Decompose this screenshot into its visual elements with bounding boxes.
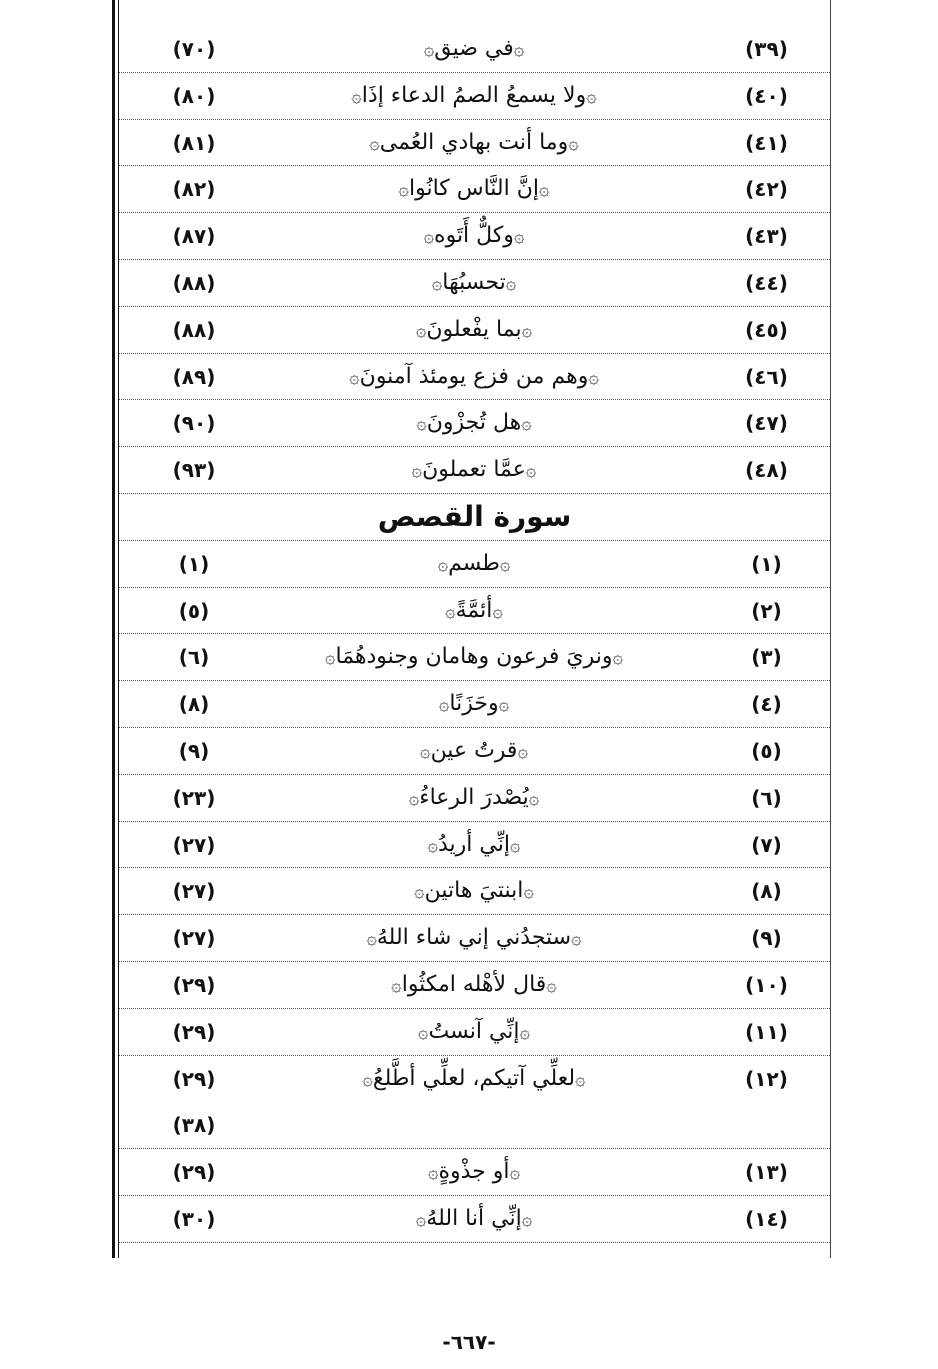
verse-number: (٤٦) bbox=[745, 364, 788, 389]
table-row bbox=[119, 166, 830, 213]
surah-title: سورة القصص bbox=[377, 499, 572, 533]
verse-phrase: ۞ولا يسمعُ الصمُ الدعاء إذَا۞ bbox=[351, 82, 597, 108]
verse-phrase: ۞تحسبُهَا۞ bbox=[431, 269, 517, 295]
verse-number: (١١) bbox=[745, 1019, 788, 1044]
table-row bbox=[119, 26, 830, 73]
verse-phrase: ۞وكلٌّ أَتَوه۞ bbox=[423, 223, 525, 249]
table-row-continuation bbox=[119, 1102, 830, 1149]
verse-phrase: ۞وحَزَنًا۞ bbox=[438, 691, 510, 717]
verse-phrase: ۞بما يفْعلونَ۞ bbox=[415, 316, 533, 342]
table-row bbox=[119, 1009, 830, 1056]
verse-number: (١) bbox=[751, 551, 782, 576]
verse-number: (١٤) bbox=[745, 1206, 788, 1231]
page-ref: (١) bbox=[178, 551, 210, 576]
verse-number: (٧) bbox=[751, 832, 782, 857]
verse-phrase: ۞يُصْدرَ الرعاءُ۞ bbox=[408, 784, 540, 810]
verse-number: (٤٤) bbox=[745, 270, 788, 295]
verse-number: (٤٧) bbox=[745, 411, 788, 436]
verse-number: (١٢) bbox=[745, 1066, 788, 1091]
verse-number: (٢) bbox=[751, 598, 782, 623]
page-ref: (٨٢) bbox=[172, 177, 216, 202]
page-ref: (٨٩) bbox=[172, 364, 216, 389]
page-ref: (٢٣) bbox=[172, 785, 216, 810]
table-row bbox=[119, 447, 830, 494]
page-ref: (٨٧) bbox=[172, 224, 216, 249]
table-row bbox=[119, 400, 830, 447]
verse-number: (٨) bbox=[751, 879, 782, 904]
verse-number: (٥) bbox=[751, 738, 782, 763]
table-row bbox=[119, 1149, 830, 1196]
page-ref: (٨٨) bbox=[172, 270, 216, 295]
table-row bbox=[119, 962, 830, 1009]
page-ref: (٧٠) bbox=[172, 37, 216, 61]
table-row bbox=[119, 73, 830, 120]
verse-number: (٣) bbox=[751, 645, 782, 670]
page-ref: (٩٣) bbox=[172, 458, 216, 483]
verse-number: (٣٩) bbox=[745, 37, 788, 61]
index-table bbox=[119, 26, 830, 1243]
verse-phrase: ۞ستجدُني إني شاء اللهُ۞ bbox=[366, 925, 582, 951]
verse-phrase: ۞إنَّ النَّاس كانُوا۞ bbox=[398, 176, 550, 202]
verse-phrase: ۞هل تُجزْونَ۞ bbox=[416, 410, 532, 436]
table-row bbox=[119, 354, 830, 401]
verse-phrase: ۞قال لأهْله امكثُوا۞ bbox=[391, 971, 557, 997]
verse-phrase: ۞أو جذْوةٍ۞ bbox=[427, 1159, 521, 1185]
page-ref: (٢٩) bbox=[172, 972, 216, 997]
verse-number: (١٣) bbox=[745, 1160, 788, 1185]
verse-number: (٩) bbox=[751, 926, 782, 951]
table-row bbox=[119, 634, 830, 681]
table-row bbox=[119, 588, 830, 635]
page-ref: (٢٩) bbox=[172, 1066, 216, 1091]
page-ref: (٢٧) bbox=[172, 832, 216, 857]
page-ref: (٥) bbox=[178, 598, 210, 623]
page-ref: (٨٠) bbox=[172, 83, 216, 108]
page-ref: (٦) bbox=[178, 645, 210, 670]
right-border bbox=[830, 0, 831, 1258]
page-ref: (٨١) bbox=[172, 130, 216, 155]
section-heading-row bbox=[119, 494, 830, 541]
page-ref: (٨٨) bbox=[172, 317, 216, 342]
table-row bbox=[119, 728, 830, 775]
table-row bbox=[119, 541, 830, 588]
verse-number: (٤٢) bbox=[745, 177, 788, 202]
verse-phrase: ۞وما أنت بهادي العُمى۞ bbox=[369, 129, 579, 155]
page-ref: (٨) bbox=[178, 692, 210, 717]
page-ref: (٩٠) bbox=[172, 411, 216, 436]
page-ref: (٣٨) bbox=[172, 1113, 216, 1138]
verse-phrase: ۞عمَّا تعملونَ۞ bbox=[411, 457, 537, 483]
page-ref: (٩) bbox=[178, 738, 210, 763]
verse-phrase: ۞لعلِّي آتيكم، لعلِّي أطَّلعُ۞ bbox=[362, 1065, 586, 1091]
table-row bbox=[119, 260, 830, 307]
page-ref: (٣٠) bbox=[172, 1206, 216, 1231]
table-row bbox=[119, 1196, 830, 1243]
verse-number: (٤٣) bbox=[745, 224, 788, 249]
page-ref: (٢٧) bbox=[172, 926, 216, 951]
page-ref: (٢٧) bbox=[172, 879, 216, 904]
verse-phrase: ۞في ضيق۞ bbox=[423, 36, 525, 61]
verse-phrase: ۞إنِّي أنا اللهُ۞ bbox=[415, 1205, 533, 1231]
verse-number: (٤٥) bbox=[745, 317, 788, 342]
table-row bbox=[119, 915, 830, 962]
verse-number: (٤٠) bbox=[745, 83, 788, 108]
table-row bbox=[119, 868, 830, 915]
table-row bbox=[119, 822, 830, 869]
table-row bbox=[119, 307, 830, 354]
verse-phrase: ۞ونريَ فرعون وهامان وجنودهُمَا۞ bbox=[324, 644, 624, 670]
verse-phrase: ۞أئمَّةً۞ bbox=[445, 597, 503, 623]
table-row bbox=[119, 120, 830, 167]
verse-phrase: ۞قرتُ عين۞ bbox=[420, 737, 528, 763]
verse-phrase: ۞إنِّي أريدُ۞ bbox=[427, 831, 521, 857]
verse-number: (٤٨) bbox=[745, 458, 788, 483]
table-row bbox=[119, 213, 830, 260]
verse-number: (٦) bbox=[751, 785, 782, 810]
page-number: -٦٦٧- bbox=[442, 1330, 496, 1354]
page-ref: (٢٩) bbox=[172, 1160, 216, 1185]
table-row bbox=[119, 1056, 830, 1103]
left-border-thick bbox=[112, 0, 115, 1258]
verse-phrase: ۞إنِّي آنستُ۞ bbox=[417, 1018, 531, 1044]
verse-number: (١٠) bbox=[745, 972, 788, 997]
verse-phrase: ۞وهم من فزع يومئذ آمنونَ۞ bbox=[349, 363, 599, 389]
table-row bbox=[119, 681, 830, 728]
page-ref: (٢٩) bbox=[172, 1019, 216, 1044]
table-row bbox=[119, 775, 830, 822]
verse-phrase: ۞طسم۞ bbox=[437, 550, 511, 576]
verse-phrase: ۞ابنتيَ هاتين۞ bbox=[414, 878, 534, 904]
verse-number: (٤) bbox=[751, 692, 782, 717]
verse-number: (٤١) bbox=[745, 130, 788, 155]
